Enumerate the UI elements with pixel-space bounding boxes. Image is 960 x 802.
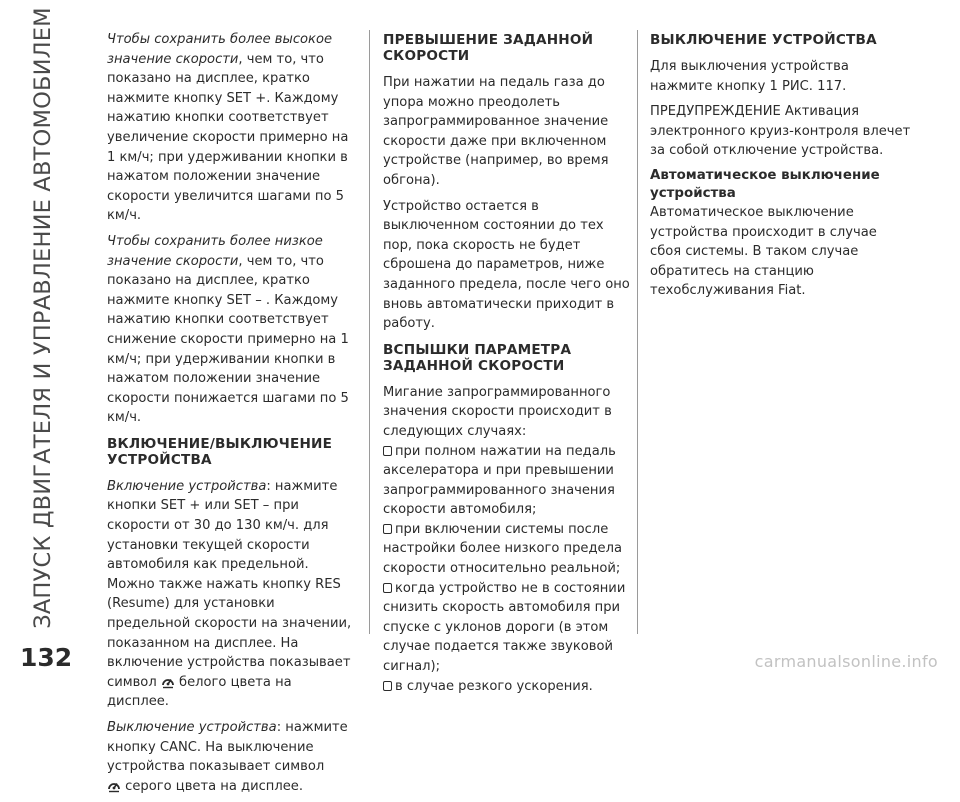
text-column-1 [107,30,357,802]
bullet-item [383,579,631,677]
heading-device-off: ВЫКЛЮЧЕНИЕ УСТРОЙСТВА [650,32,877,48]
heading-speed-flash: ВСПЫШКИ ПАРАМЕТРА ЗАДАННОЙ СКОРОСТИ [383,341,572,374]
italic-lead: Включение устройства [107,478,267,494]
column-divider-left [369,30,370,634]
bullet-square-icon [383,681,392,691]
paragraph-text: Для выключения устройства нажмите кнопку 1 РИС. 117. [650,59,849,94]
paragraph-warning [650,102,912,161]
paragraph-text: , чем то, что показано на дисплее, кратко нажмите кнопку SET +. Каждому нажатию кнопки соответствует увеличение скорости примерно на 1 км/ч; при удерживании кнопки в нажатом положении значение скорости увеличится шагами по 5 км/ч. [107,51,349,224]
bullet-square-icon [383,524,392,534]
paragraph-text: белого цвета на дисплее. [107,674,292,710]
paragraph-device-off [107,718,357,796]
page-number: 132 [20,643,73,672]
sidebar-section-title [22,6,64,629]
paragraph-text: , чем то, что показано на дисплее, кратко нажмите кнопку SET – . Каждому нажатию кнопки соответствует снижение скорости примерно на 1 км/ч; при удерживании кнопки в нажатом положении значение скорости понижается шагами по 5 км/ч. [107,253,349,426]
paragraph-device-on [107,477,357,712]
bullet-item [383,520,631,579]
paragraph-text: Устройство остается в выключенном состоянии до тех пор, пока скорость не будет сброшена до параметров, ниже заданного предела, после чего оно вновь автоматически приходит в работу. [383,198,630,332]
warning-label: ПРЕДУПРЕЖДЕНИЕ [650,104,781,120]
column-divider-right [637,30,638,634]
bullet-square-icon [383,446,392,456]
paragraph-text: : нажмите кнопку CANC. На выключение устройства показывает символ [107,720,348,775]
bullet-text: при включении системы после настройки более низкого предела скорости относительно реальной; [383,521,622,577]
text-column-3 [650,30,912,307]
bullet-text: при полном нажатии на педаль акселератора и при превышении запрограммированного значения скорости автомобиля; [383,443,616,518]
paragraph-text: Мигание запрограммированного значения скорости происходит в следующих случаях: [383,384,612,439]
heading-auto-off: Автоматическое выключение устройства [650,167,880,201]
bullet-item [383,442,631,520]
watermark-text: carmanualsonline.info [754,652,938,671]
paragraph-text: При нажатии на педаль газа до упора можно преодолеть запрограммированное значение скорости даже при включенном устройстве (например, во время обгона). [383,75,609,188]
bullet-text: когда устройство не в состоянии снизить скорость автомобиля при спуске с уклонов дороги (в этом случае подается также звуковой сигнал); [383,580,626,675]
heading-exceed-speed: ПРЕВЫШЕНИЕ ЗАДАННОЙ СКОРОСТИ [383,32,594,64]
paragraph-raise-speed [107,30,357,226]
italic-lead: Чтобы сохранить более низкое значение скорости [107,233,323,269]
paragraph-text: Автоматическое выключение устройства происходит в случае сбоя системы. В таком случае обратитесь на станцию техобслуживания Fiat. [650,204,877,299]
text-column-2 [383,30,631,696]
bullet-text: в случае резкого ускорения. [395,678,593,694]
paragraph-text: серого цвета на дисплее. [125,778,304,794]
heading-on-off: ВКЛЮЧЕНИЕ/ВЫКЛЮЧЕНИЕ УСТРОЙСТВА [107,435,333,468]
speed-limiter-icon [107,779,121,793]
paragraph-lower-speed [107,232,357,428]
bullet-square-icon [383,583,392,593]
sidebar-title-text: ЗАПУСК ДВИГАТЕЛЯ И УПРАВЛЕНИЕ АВТОМОБИЛЕМ [30,6,56,629]
paragraph-text: : нажмите кнопки SET + или SET – при скорости от 30 до 130 км/ч. для установки текущей скорости автомобиля как предельной. Можно также нажать кнопку RES (Resume) для установки предельной скорости на значении, показанном на дисплее. На включение устройства показывает символ [107,478,352,690]
speed-limiter-icon [161,675,175,689]
italic-lead: Выключение устройства [107,720,277,735]
italic-lead: Чтобы сохранить более высокое значение скорости [107,32,333,67]
paragraph-text: Активация электронного круиз-контроля влечет за собой отключение устройства. [650,104,911,159]
bullet-item [383,677,631,697]
